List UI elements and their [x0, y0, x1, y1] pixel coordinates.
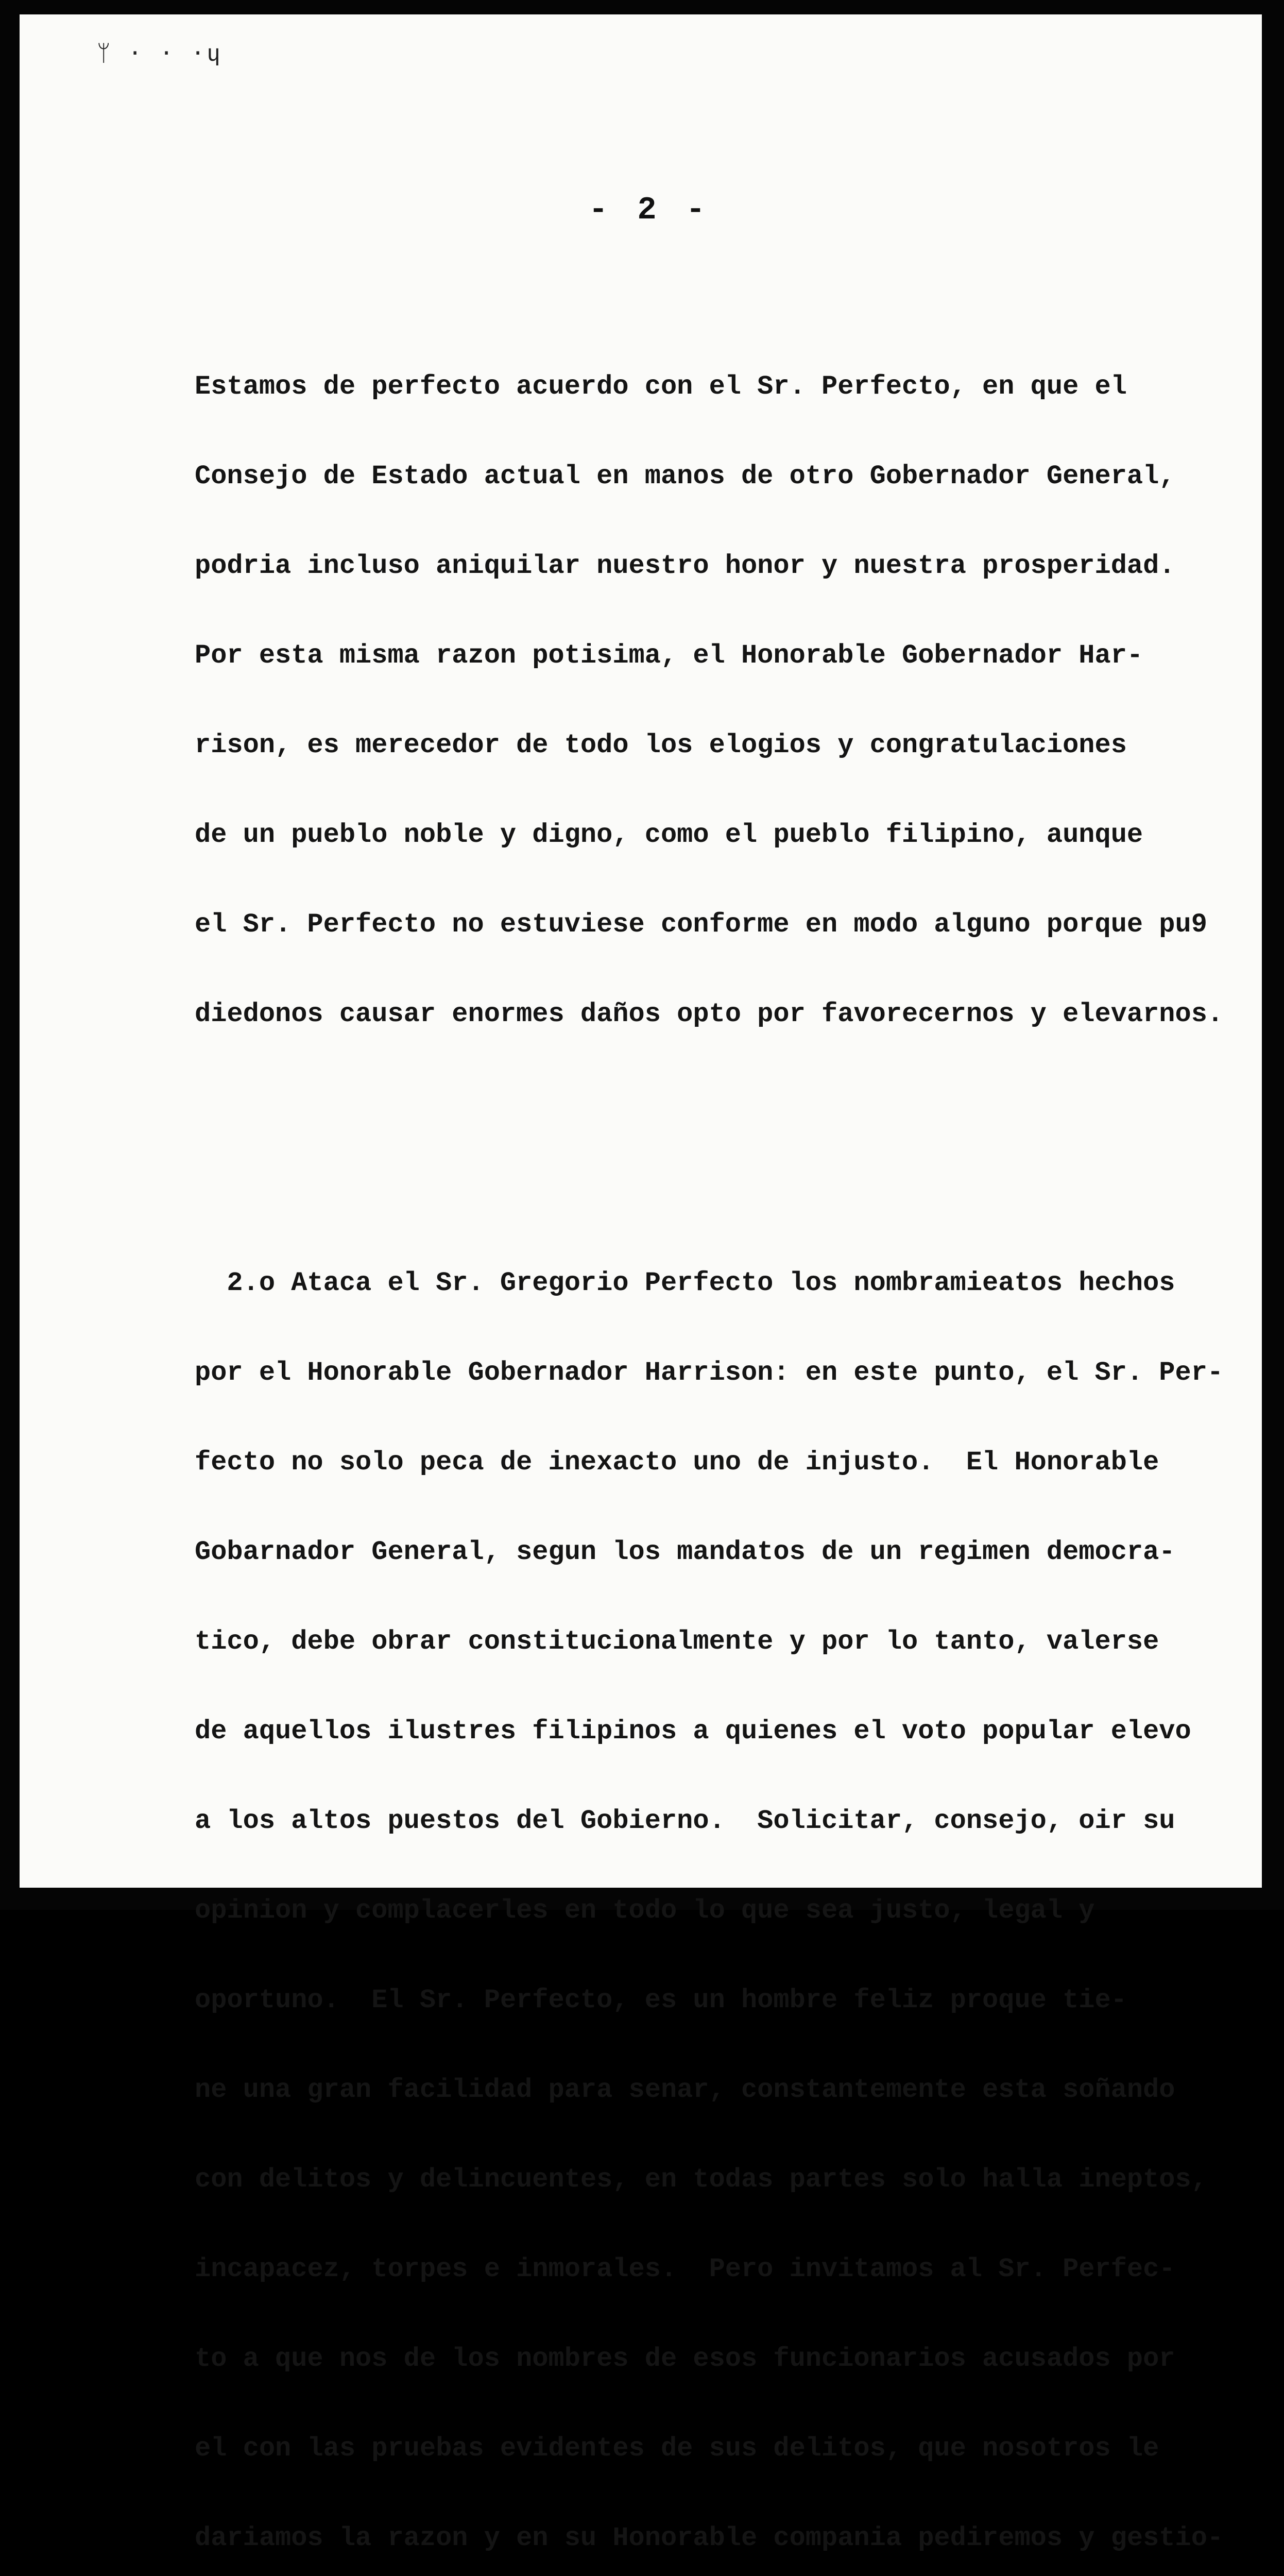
text-line: Consejo de Estado actual en manos de otro Gobernador General, [195, 461, 1175, 492]
text-line: podria incluso aniquilar nuestro honor y nuestra prosperidad. [195, 551, 1175, 581]
text-line: por el Honorable Gobernador Harrison: en este punto, el Sr. Per- [195, 1358, 1224, 1388]
text-line: con delitos y delincuentes, en todas partes solo halla ineptos, [195, 2164, 1207, 2195]
text-line: Por esta misma razon potisima, el Honorable Gobernador Har- [195, 640, 1143, 671]
text-line: Estamos de perfecto acuerdo con el Sr. Perfecto, en que el [195, 371, 1127, 402]
text-line: opinion y complacerles en todo lo que sea justo, legal y [195, 1895, 1095, 1926]
text-line: de aquellos ilustres filipinos a quienes el voto popular elevo [195, 1716, 1191, 1747]
text-line: oportuno. El Sr. Perfecto, es un hombre feliz proque tie- [195, 1985, 1127, 2015]
page-number: - 2 - [589, 192, 711, 228]
text-line: dariamos la razon y en su Honorable compania pediremos y gestio- [195, 2523, 1224, 2553]
text-line: de un pueblo noble y digno, como el pueblo filipino, aunque [195, 820, 1143, 850]
paragraph-2 [195, 1209, 1224, 2576]
text-line: rison, es merecedor de todo los elogios y congratulaciones [195, 730, 1127, 760]
document-page [20, 14, 1262, 2553]
scan-speck-icon: ᛘ · · ·ɥ [97, 40, 222, 66]
text-line: Gobarnador General, segun los mandatos de un regimen democra- [195, 1537, 1175, 1567]
text-line: diedonos causar enormes daños opto por favorecernos y elevarnos. [195, 999, 1224, 1029]
text-line: el Sr. Perfecto no estuviese conforme en modo alguno porque pu9 [195, 909, 1207, 940]
text-line: incapacez, torpes e inmorales. Pero invitamos al Sr. Perfec- [195, 2254, 1175, 2284]
paragraph-1 [195, 312, 1224, 1089]
letter-body [195, 252, 1224, 2576]
text-line: ne una gran facilidad para senar, constantemente esta soñando [195, 2075, 1175, 2105]
text-line: tico, debe obrar constitucionalmente y por lo tanto, valerse [195, 1626, 1159, 1657]
text-line: a los altos puestos del Gobierno. Solicitar, consejo, oir su [195, 1806, 1175, 1836]
text-line: fecto no solo peca de inexacto uno de injusto. El Honorable [195, 1447, 1159, 1478]
text-line: to a que nos de los nombres de esos funcionarios acusados por [195, 2344, 1175, 2374]
text-line: 2.o Ataca el Sr. Gregorio Perfecto los nombramieatos hechos [195, 1268, 1175, 1298]
text-line: el con las pruebas evidentes de sus delitos, que nosotros le [195, 2433, 1159, 2464]
